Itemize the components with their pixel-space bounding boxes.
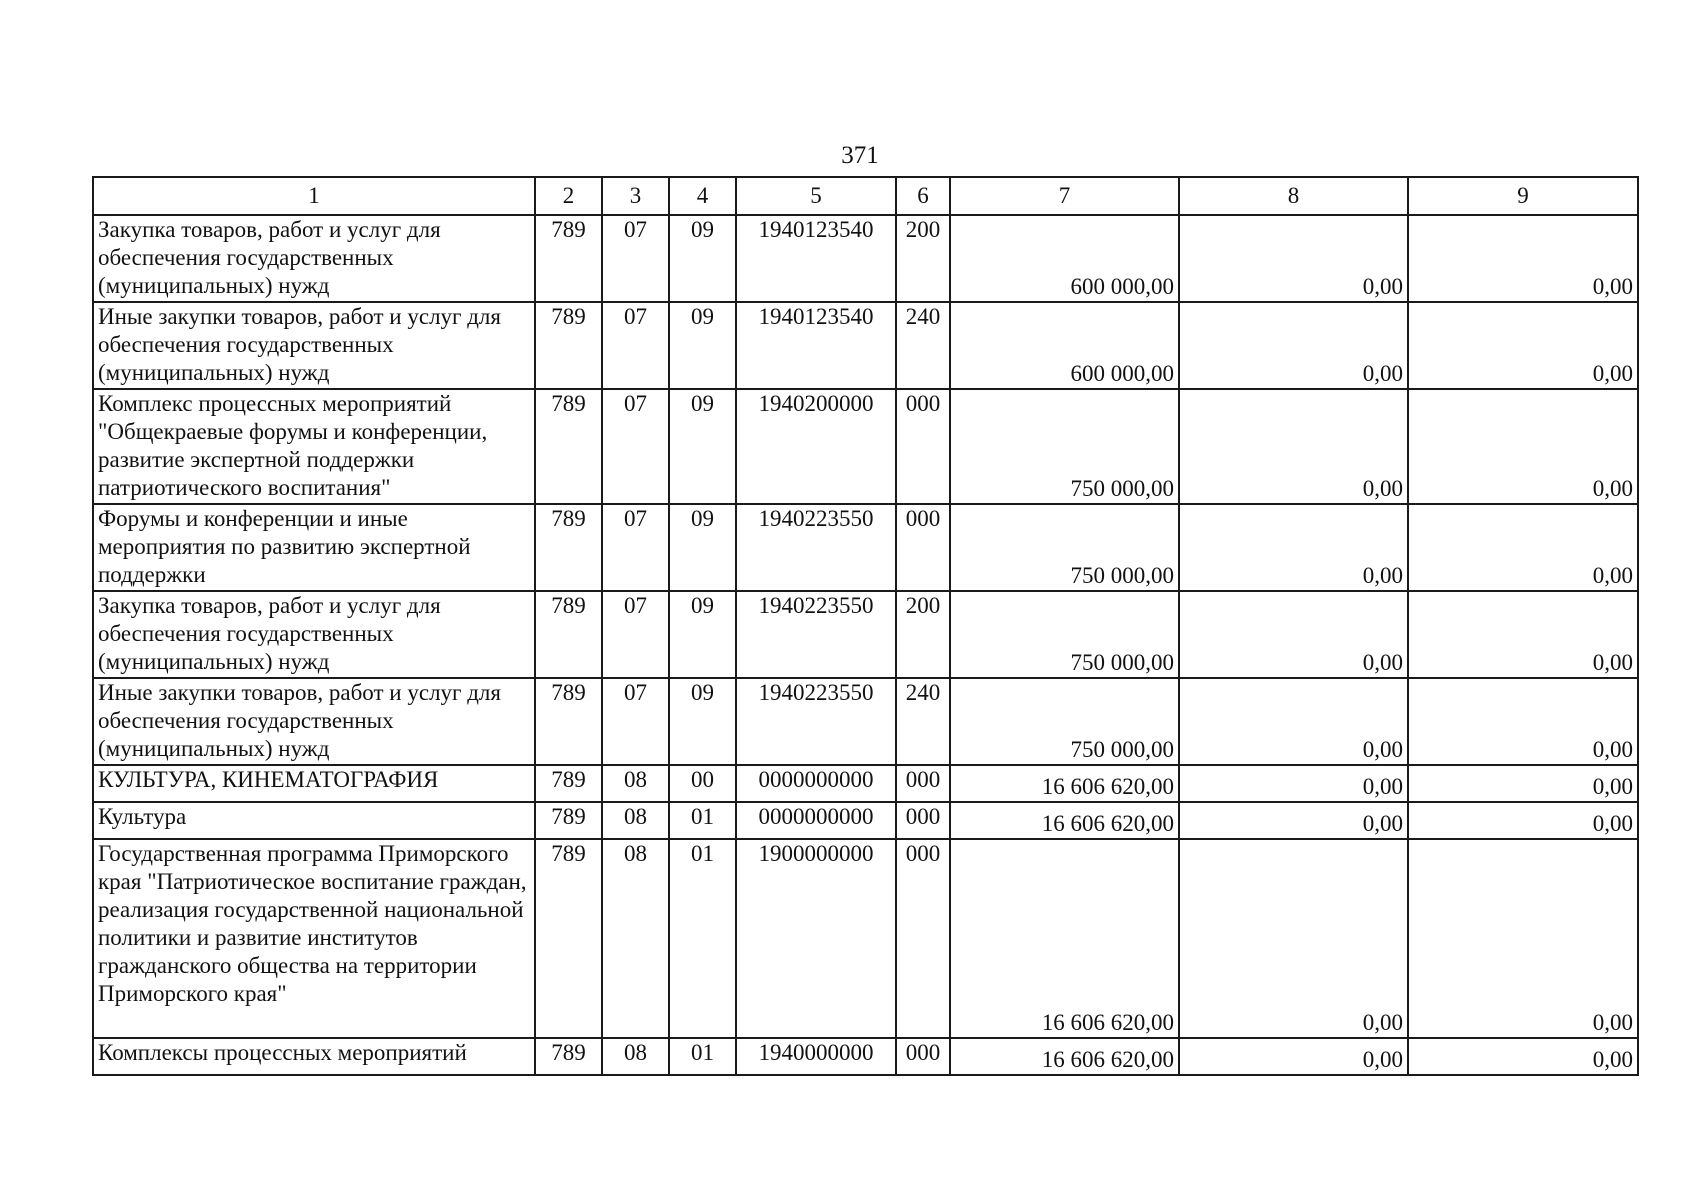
- row-name: Иные закупки товаров, работ и услуг для обеспечения государственных (муниципальных) нужд: [93, 678, 535, 765]
- cell-target-article: 1940223550: [736, 591, 896, 678]
- cell-subsection: 09: [669, 591, 736, 678]
- cell-target-article: 1940123540: [736, 215, 896, 302]
- cell-subsection: 09: [669, 215, 736, 302]
- cell-amount-9: 0,00: [1408, 504, 1638, 591]
- cell-ministry: 789: [535, 802, 602, 839]
- cell-amount-7: 600 000,00: [950, 302, 1179, 389]
- cell-ministry: 789: [535, 678, 602, 765]
- row-name: Государственная программа Приморского края "Патриотическое воспитание граждан, реализация государственной национальной политики и развитие институтов гражданского общества на территории Приморского края": [93, 839, 535, 1038]
- table-row: [93, 802, 1638, 839]
- cell-subsection: 09: [669, 389, 736, 504]
- row-name: Форумы и конференции и иные мероприятия по развитию экспертной поддержки: [93, 504, 535, 591]
- cell-amount-8: 0,00: [1179, 765, 1408, 802]
- row-name: Культура: [93, 802, 535, 839]
- header-row: [93, 177, 1638, 215]
- header-cell: 1: [93, 177, 535, 215]
- cell-expense-type: 200: [896, 591, 950, 678]
- cell-amount-8: 0,00: [1179, 678, 1408, 765]
- budget-table: [92, 176, 1639, 1076]
- header-cell: 5: [736, 177, 896, 215]
- cell-section: 08: [602, 839, 669, 1038]
- cell-amount-9: 0,00: [1408, 1038, 1638, 1075]
- cell-expense-type: 000: [896, 504, 950, 591]
- cell-amount-7: 16 606 620,00: [950, 839, 1179, 1038]
- cell-ministry: 789: [535, 1038, 602, 1075]
- cell-section: 07: [602, 302, 669, 389]
- cell-target-article: 0000000000: [736, 765, 896, 802]
- cell-expense-type: 000: [896, 802, 950, 839]
- header-cell: 9: [1408, 177, 1638, 215]
- header-cell: 3: [602, 177, 669, 215]
- cell-amount-8: 0,00: [1179, 504, 1408, 591]
- header-cell: 6: [896, 177, 950, 215]
- cell-section: 07: [602, 389, 669, 504]
- cell-subsection: 01: [669, 802, 736, 839]
- row-name: Комплекс процессных мероприятий "Общекраевые форумы и конференции, развитие экспертной поддержки патриотического воспитания": [93, 389, 535, 504]
- cell-amount-9: 0,00: [1408, 591, 1638, 678]
- cell-ministry: 789: [535, 302, 602, 389]
- table-row: [93, 678, 1638, 765]
- cell-expense-type: 000: [896, 1038, 950, 1075]
- table-row: [93, 839, 1638, 1038]
- cell-section: 07: [602, 591, 669, 678]
- table-row: [93, 1038, 1638, 1075]
- cell-ministry: 789: [535, 504, 602, 591]
- cell-amount-8: 0,00: [1179, 591, 1408, 678]
- row-name: Закупка товаров, работ и услуг для обеспечения государственных (муниципальных) нужд: [93, 591, 535, 678]
- table-row: [93, 302, 1638, 389]
- cell-subsection: 09: [669, 504, 736, 591]
- cell-amount-8: 0,00: [1179, 802, 1408, 839]
- cell-amount-9: 0,00: [1408, 302, 1638, 389]
- cell-target-article: 1940200000: [736, 389, 896, 504]
- cell-amount-9: 0,00: [1408, 389, 1638, 504]
- cell-expense-type: 000: [896, 389, 950, 504]
- cell-amount-7: 16 606 620,00: [950, 765, 1179, 802]
- cell-amount-7: 16 606 620,00: [950, 802, 1179, 839]
- cell-amount-9: 0,00: [1408, 678, 1638, 765]
- cell-section: 07: [602, 504, 669, 591]
- cell-ministry: 789: [535, 215, 602, 302]
- cell-ministry: 789: [535, 839, 602, 1038]
- cell-subsection: 00: [669, 765, 736, 802]
- cell-section: 08: [602, 802, 669, 839]
- cell-amount-7: 750 000,00: [950, 591, 1179, 678]
- cell-ministry: 789: [535, 591, 602, 678]
- cell-amount-7: 600 000,00: [950, 215, 1179, 302]
- cell-expense-type: 240: [896, 678, 950, 765]
- cell-amount-7: 750 000,00: [950, 389, 1179, 504]
- table-row: [93, 591, 1638, 678]
- cell-amount-9: 0,00: [1408, 802, 1638, 839]
- cell-subsection: 09: [669, 678, 736, 765]
- cell-amount-9: 0,00: [1408, 215, 1638, 302]
- cell-amount-8: 0,00: [1179, 389, 1408, 504]
- cell-amount-9: 0,00: [1408, 839, 1638, 1038]
- table-row: [93, 389, 1638, 504]
- cell-section: 07: [602, 215, 669, 302]
- cell-expense-type: 000: [896, 839, 950, 1038]
- cell-target-article: 0000000000: [736, 802, 896, 839]
- cell-expense-type: 000: [896, 765, 950, 802]
- cell-expense-type: 200: [896, 215, 950, 302]
- cell-amount-8: 0,00: [1179, 215, 1408, 302]
- cell-amount-7: 750 000,00: [950, 504, 1179, 591]
- page-number: 371: [841, 142, 879, 169]
- cell-section: 08: [602, 765, 669, 802]
- cell-target-article: 1900000000: [736, 839, 896, 1038]
- cell-subsection: 01: [669, 1038, 736, 1075]
- cell-amount-8: 0,00: [1179, 839, 1408, 1038]
- cell-subsection: 09: [669, 302, 736, 389]
- row-name: Закупка товаров, работ и услуг для обеспечения государственных (муниципальных) нужд: [93, 215, 535, 302]
- cell-amount-7: 750 000,00: [950, 678, 1179, 765]
- header-cell: 8: [1179, 177, 1408, 215]
- header-cell: 7: [950, 177, 1179, 215]
- row-name: Комплексы процессных мероприятий: [93, 1038, 535, 1075]
- table-row: [93, 765, 1638, 802]
- cell-expense-type: 240: [896, 302, 950, 389]
- cell-section: 08: [602, 1038, 669, 1075]
- cell-section: 07: [602, 678, 669, 765]
- cell-target-article: 1940123540: [736, 302, 896, 389]
- cell-target-article: 1940000000: [736, 1038, 896, 1075]
- cell-ministry: 789: [535, 389, 602, 504]
- cell-amount-8: 0,00: [1179, 1038, 1408, 1075]
- header-cell: 2: [535, 177, 602, 215]
- cell-amount-8: 0,00: [1179, 302, 1408, 389]
- cell-target-article: 1940223550: [736, 504, 896, 591]
- header-cell: 4: [669, 177, 736, 215]
- cell-target-article: 1940223550: [736, 678, 896, 765]
- table-row: [93, 215, 1638, 302]
- cell-amount-7: 16 606 620,00: [950, 1038, 1179, 1075]
- row-name: Иные закупки товаров, работ и услуг для обеспечения государственных (муниципальных) нужд: [93, 302, 535, 389]
- table-row: [93, 504, 1638, 591]
- cell-ministry: 789: [535, 765, 602, 802]
- cell-subsection: 01: [669, 839, 736, 1038]
- row-name: КУЛЬТУРА, КИНЕМАТОГРАФИЯ: [93, 765, 535, 802]
- cell-amount-9: 0,00: [1408, 765, 1638, 802]
